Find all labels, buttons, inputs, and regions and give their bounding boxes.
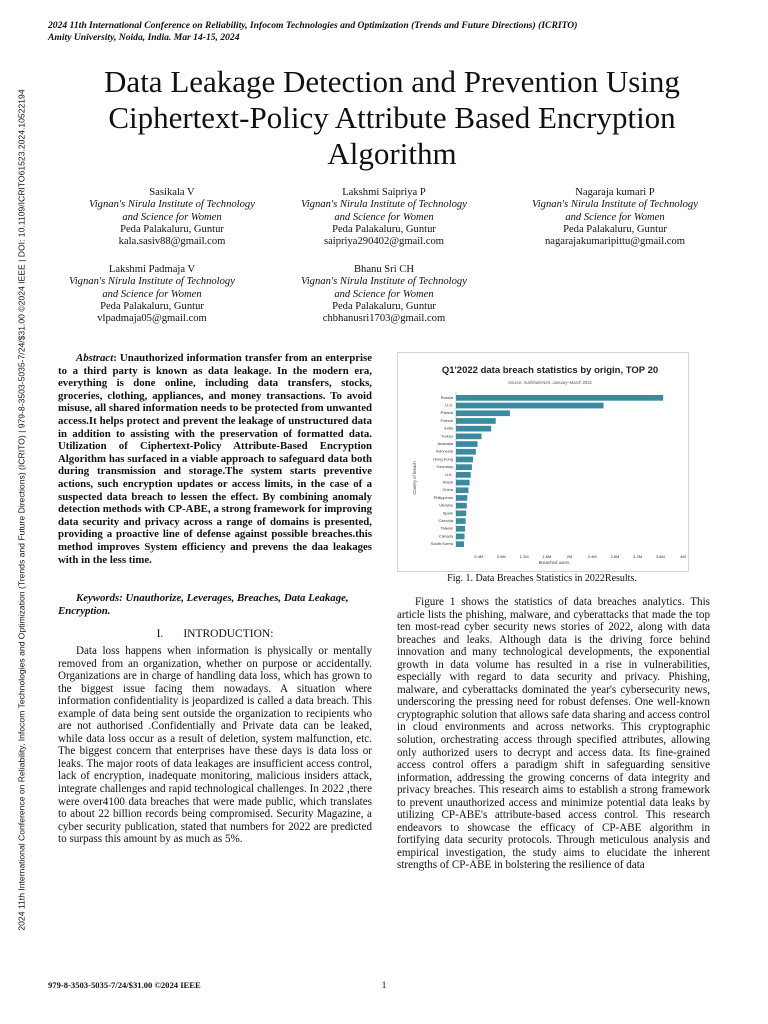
chart-x-tick-label: 3.2M — [633, 554, 643, 559]
author-affiliation: and Science for Women — [334, 288, 434, 300]
chart-x-tick-label: 2.8M — [610, 554, 620, 559]
chart-category-label: Russia — [440, 394, 453, 400]
author-affiliation: Vignan's Nirula Institute of Technology — [532, 199, 698, 211]
chart-bar — [456, 449, 476, 455]
footer-copyright: 979-8-3503-5035-7/24/$31.00 ©2024 IEEE — [48, 980, 201, 990]
author-name: Sasikala V — [149, 187, 195, 198]
chart-bar — [456, 534, 465, 540]
chart-category-label: Czechia — [438, 517, 453, 523]
chart-bar — [456, 503, 467, 509]
chart-bar — [456, 426, 491, 432]
chart-title: Q1'2022 data breach statistics by origin, TOP 20 — [441, 365, 659, 376]
author-block — [284, 187, 484, 248]
page-number: 1 — [381, 980, 387, 991]
author-name: Nagaraja kumari P — [575, 187, 655, 198]
author-affiliation: and Science for Women — [102, 288, 202, 300]
chart-bar — [456, 457, 473, 463]
chart-bar — [456, 526, 465, 532]
author-affiliation: Vignan's Nirula Institute of Technology — [69, 276, 235, 288]
chart-category-label: Hong Kong — [432, 456, 453, 462]
chart-bar — [456, 487, 468, 493]
chart-bar — [456, 441, 478, 447]
chart-category-label: Spain — [442, 510, 453, 516]
author-affiliation: Vignan's Nirula Institute of Technology — [301, 276, 467, 288]
author-location: Peda Palakaluru, Guntur — [563, 223, 667, 235]
chart-category-label: Philippines — [433, 494, 453, 500]
chart-x-tick-label: 0.8M — [496, 554, 506, 559]
introduction-paragraph: Data loss happens when information is physically or mentally removed from an organization, whether on purpose or accidentally. Organizations are in charge of handling data loss, which has grown to the biggest issue facing them nowadays. A situation where information confidentiality is jeopardized is called a data breach. This example of data being sent outside the organization to recipients who are not authorised .Confidentially and Private data can be leaked, while data loss occur as a result of deletion, system malfunction, etc. The biggest concern that enterprises have these days is data loss or leaks. The major roots of data leakages are insufficient access control, lack of encryption, inadequate monitoring, malicious insiders attack, integrate challenges and rapid technological challenges. In 2022 ,there were over4100 data breaches that were made public, which translates to about 22 billion records being compromised. Security Magazine, a cyber security publication, stated that numbers for 2022 are predicted to surpass this amount by as much as 5%. — [58, 645, 372, 846]
chart-category-label: U.S. — [445, 402, 453, 408]
chart-bar — [456, 495, 467, 501]
author-name: Lakshmi Padmaja V — [108, 264, 196, 275]
chart-category-label: Turkey — [440, 433, 453, 439]
figure-caption: Fig. 1. Data Breaches Statistics in 2022Results. — [447, 573, 637, 584]
chart-x-tick-label: 1.2M — [519, 554, 529, 559]
author-email: nagarajakumaripittu@gmail.com — [544, 236, 686, 248]
author-location: Peda Palakaluru, Guntur — [120, 223, 224, 235]
author-name: Lakshmi Saipriya P — [342, 187, 426, 198]
chart-category-label: China — [442, 487, 453, 493]
paper-title: Data Leakage Detection and Prevention Using Ciphertext-Policy Attribute Based Encryption Algorithm — [104, 64, 680, 171]
abstract-text: : Unauthorized information transfer from an enterprise to a third party is known as data leakage. In the modern era, everything is done online, including data transfers, stocks, groceries, clothing, appliances, and money transactions. To avoid misuse, all shared information needs to be protected from unwanted access.It helps protect and prevent the leakage of unstructured data in addition to assisting with the preservation of formatted data. Utilization of Ciphertext-Policy Attribute-Based Encryption Algorithm has surfaced in a viable approach to safeguard data both during transmission and storage.The system starts preventive actions, such encryption updates or access limits, in the case of a suspected data breach to lessen the effect. By combining anomaly detection methods with CP-ABE, a strong framework for improving data security and privacy across a range of domains is presented, providing a proactive line of defense against possible breaches.this method improves System efficiency and prevens the daa leakages with in the less time. — [58, 352, 372, 566]
author-block — [72, 187, 272, 248]
chart-x-tick-label: 1.6M — [542, 554, 552, 559]
chart-bar — [456, 518, 466, 524]
author-name: Bhanu Sri CH — [353, 264, 415, 275]
section-heading-introduction — [58, 627, 372, 641]
author-affiliation: and Science for Women — [122, 211, 222, 223]
author-email: vlpadmaja05@gmail.com — [97, 313, 207, 325]
chart-bar — [456, 472, 471, 478]
chart-category-label: Indonesia — [435, 448, 453, 454]
chart-category-label: Taiwan — [440, 525, 453, 531]
author-location: Peda Palakaluru, Guntur — [100, 300, 204, 312]
author-affiliation: and Science for Women — [334, 211, 434, 223]
chart-category-label: Germany — [436, 464, 453, 470]
breach-bar-chart — [398, 353, 688, 571]
chart-category-label: Australia — [437, 440, 453, 446]
chart-x-axis-label: Breached users — [538, 560, 570, 565]
author-email: chbhanusri1703@gmail.com — [322, 313, 446, 325]
chart-bar — [456, 403, 604, 409]
chart-category-label: Brazil — [442, 479, 453, 485]
chart-y-axis-label: Country of breach — [412, 461, 417, 495]
author-email: saipriya290402@gmail.com — [323, 236, 445, 248]
abstract-label: Abstract — [76, 352, 114, 364]
conference-line-2: Amity University, Noida, India. Mar 14-15, 2024 — [48, 32, 240, 43]
author-affiliation: Vignan's Nirula Institute of Technology — [89, 199, 255, 211]
author-affiliation: Vignan's Nirula Institute of Technology — [301, 199, 467, 211]
conference-header — [48, 20, 577, 44]
chart-x-tick-label: 4M — [680, 554, 686, 559]
chart-bar — [456, 410, 510, 416]
chart-bar — [456, 434, 482, 440]
author-block — [515, 187, 715, 248]
conference-line-1: 2024 11th International Conference on Reliability, Infocom Technologies and Optimization (Trends and Future Directions) (ICRITO) — [48, 20, 578, 31]
side-margin-doi-text: 2024 11th International Conference on Reliability, Infocom Technologies and Optimization (Trends and Future Directions) (ICRITO) | 979-8-3503-5035-7/24/$31.00 ©2024 IEEE | DOI: 10.1109/ICRITO61523.2024.10522194 — [16, 89, 27, 931]
chart-category-label: Poland — [440, 410, 453, 416]
chart-category-label: Ukraine — [439, 502, 453, 508]
chart-bar — [456, 395, 663, 401]
chart-category-label: South Korea — [430, 541, 453, 547]
chart-category-label: Canada — [438, 533, 453, 539]
author-email: kala.sasiv88@gmail.com — [118, 236, 226, 248]
author-block — [52, 264, 252, 325]
chart-x-tick-label: 0.4M — [474, 554, 484, 559]
author-location: Peda Palakaluru, Guntur — [332, 223, 436, 235]
section-number: I. — [156, 628, 164, 640]
author-affiliation: and Science for Women — [565, 211, 665, 223]
chart-bar — [456, 418, 496, 424]
chart-bar — [456, 541, 464, 547]
chart-bar — [456, 511, 466, 517]
chart-x-tick-label: 2.4M — [587, 554, 597, 559]
author-location: Peda Palakaluru, Guntur — [332, 300, 436, 312]
figure-1 — [397, 352, 689, 572]
chart-x-tick-label: 2M — [566, 554, 573, 559]
chart-bar — [456, 480, 470, 486]
author-block — [284, 264, 484, 325]
section-title: INTRODUCTION: — [183, 628, 274, 640]
chart-bar — [456, 464, 472, 470]
chart-category-label: U.K. — [445, 471, 453, 477]
chart-category-label: France — [440, 417, 453, 423]
chart-x-tick-label: 3.6M — [655, 554, 665, 559]
chart-category-label: India — [444, 425, 453, 431]
keywords: Keywords: Unauthorize, Leverages, Breaches, Data Leakage, Encryption. — [58, 592, 349, 617]
chart-subtitle: Source: SurfsharkAlert, January–March 2022 — [508, 380, 592, 385]
right-column-paragraph: Figure 1 shows the statistics of data breaches analytics. This article lists the phishing, malware, and cyberattacks that made the top ten most-read cyber security news stories of 2022, along with data breaches and leaks. Although data is the driving force behind innovation and many technological developments, the exponential growth in data volume has resulted in a rise in vulnerabilities, especially with regard to data security and privacy. Phishing, malware, and cyberattacks dominated the year's cybersecurity news, underscoring the pressing need for robust defenses. One well-known cryptographic solution that allows safe data sharing and access control in cloud environments and across networks. This cryptographic solution, orchestrating access through specified attributes, allowing only authorized users to decrypt and access data. Its fine-grained access control offers a paradigm shift in safeguarding sensitive information, addressing the growing concerns of data integrity and privacy breaches. This research aims to establish a strong framework to prevent unauthorized access and minimize potential data leaks by utilizing CP-ABE's attribute-based access control. This research endeavors to showcase the efficacy of CP-ABE algorithm in fortifying data security protocols. Through meticulous analysis and empirical investigation, the study aims to elucidate the inherent strengths of CP-ABE in bolstering the resilience of data — [397, 596, 710, 872]
abstract — [58, 352, 372, 566]
